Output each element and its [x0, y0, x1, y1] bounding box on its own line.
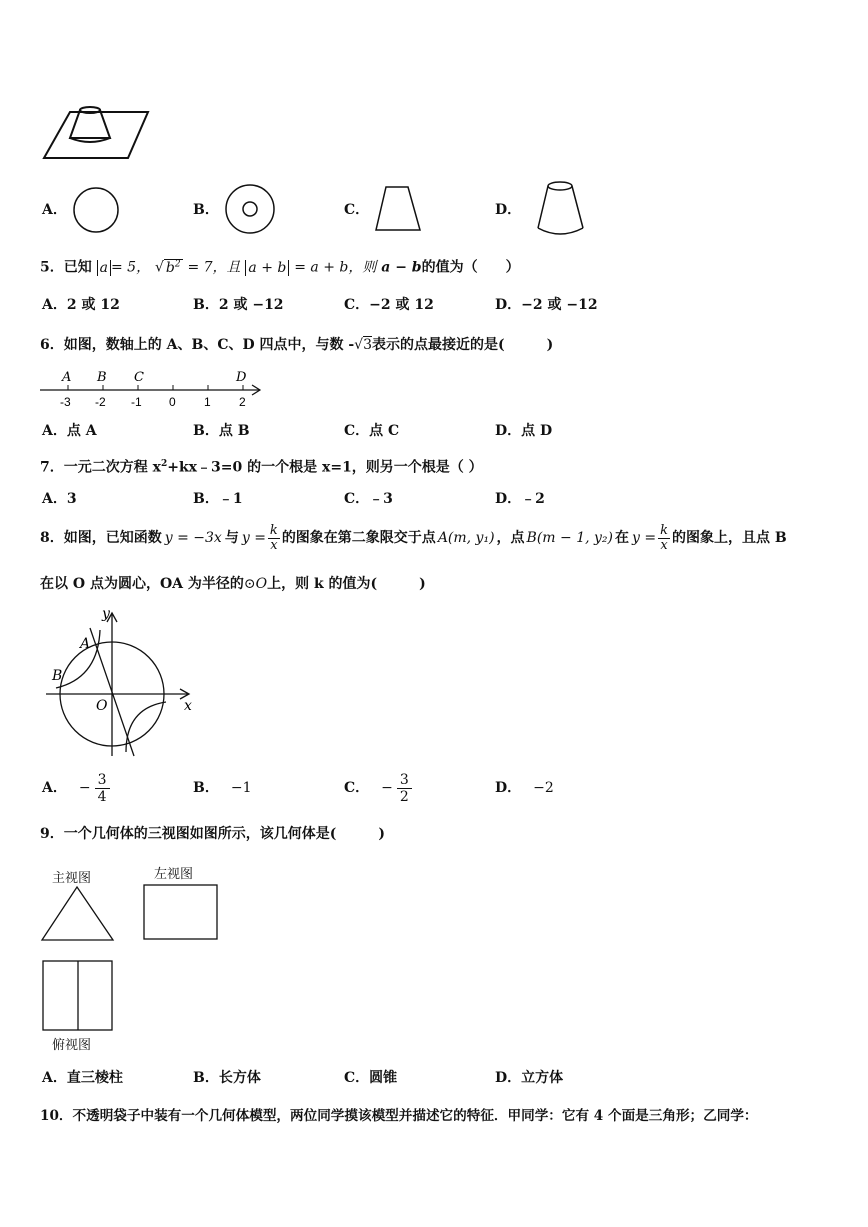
axis-letter-d: D — [236, 370, 247, 385]
q8-number: 8． — [40, 530, 64, 546]
q9-option-b: B．长方体 — [193, 1070, 261, 1086]
q8-s5: 在 — [615, 530, 629, 546]
fig-label-x: x — [184, 698, 192, 714]
q8-s1: 如图，已知函数 — [63, 530, 162, 546]
q8-s2: 与 — [224, 530, 239, 546]
q5-abs-a: a — [97, 260, 111, 276]
q9-front-view-triangle — [40, 884, 116, 944]
axis-tick-1: 1 — [204, 395, 211, 409]
q8-option-d: D． −2 — [495, 780, 554, 796]
q9-top-view-rectangle — [42, 959, 116, 1033]
axis-tick-neg1: -1 — [131, 395, 142, 409]
q4-option-c-trapezoid-figure — [372, 184, 428, 234]
q7-superscript: 2 — [160, 459, 168, 469]
question-6-stem — [40, 336, 553, 354]
q9-left-view-label: 左视图 — [154, 866, 194, 881]
q7-option-b: B．﹣1 — [193, 491, 243, 507]
question-8-stem-line1 — [40, 520, 787, 556]
q5-option-b: B．2 或 −12 — [193, 297, 284, 313]
frustum-on-plane-figure — [40, 92, 152, 164]
q6-option-a: A．点 A — [42, 423, 97, 439]
q9-left-view-rectangle — [143, 883, 221, 943]
q5-abs-ab: a + b — [245, 260, 289, 276]
q10-stem: 不透明袋子中装有一个几何体模型，两位同学摸该模型并描述它的特征．甲同学：它有 4 个面是三角形；乙同学： — [72, 1108, 758, 1124]
q6-stem-a: 如图，数轴上的 A、B、C、D 四点中，与数 - — [63, 337, 355, 353]
q8-function-3-fraction: $\frac{k}{x}$ — [660, 522, 668, 553]
axis-letter-a: A — [62, 370, 72, 385]
q8-circle-hyperbola-figure — [42, 608, 202, 760]
q6-sqrt: √3 — [354, 337, 373, 353]
q4-option-b-label: B． — [193, 202, 219, 218]
question-7-stem — [40, 455, 483, 477]
q5-option-c: C．−2 或 12 — [344, 297, 434, 313]
q5-stem-a: 已知 — [63, 259, 92, 276]
q8-s6: 的图象上，且点 B — [671, 530, 787, 546]
q4-option-b-annulus-figure — [224, 184, 280, 234]
question-8-stem-line2 — [40, 575, 426, 593]
q8-option-b: B． −1 — [193, 780, 252, 796]
fig-label-y: y — [102, 606, 110, 622]
q7-option-d: D．﹣2 — [495, 491, 545, 507]
q8-function-2-fraction: $\frac{k}{x}$ — [269, 522, 278, 553]
fig-label-a: A — [80, 636, 91, 652]
q8-circle-o: ⊙O — [243, 576, 268, 592]
axis-tick-neg3: -3 — [60, 395, 71, 409]
q6-number: 6． — [40, 337, 64, 353]
q10-number: 10． — [40, 1108, 73, 1124]
axis-letter-c: C — [134, 370, 144, 385]
q5-option-d: D．−2 或 −12 — [495, 297, 598, 313]
fig-label-b: B — [52, 668, 63, 684]
axis-tick-neg2: -2 — [95, 395, 106, 409]
q8-s3: 的图象在第二象限交于点 — [281, 530, 436, 546]
q8-line2-a: 在以 O 点为圆心，OA 为半径的 — [40, 576, 244, 592]
q4-option-a-label: A． — [42, 202, 67, 218]
q4-option-c-label: C． — [344, 202, 370, 218]
q8-point-b: B(m − 1, y₂) — [526, 530, 613, 546]
q7-number: 7． — [40, 459, 64, 476]
q8-function-1: y = −3x — [164, 530, 222, 546]
q9-option-d: D．立方体 — [495, 1070, 564, 1086]
q6-option-d: D．点 D — [495, 423, 553, 439]
q5-expr: a − b — [381, 259, 422, 276]
q9-number: 9． — [40, 826, 64, 842]
q6-option-c: C．点 C — [344, 423, 400, 439]
q5-number: 5． — [40, 259, 64, 276]
q5-stem-end: 的值为（ ） — [421, 259, 520, 276]
q8-s4: ，点 — [496, 530, 525, 546]
axis-tick-0: 0 — [169, 395, 176, 409]
q5-sqrt-b: √ $b^2$ — [154, 259, 181, 276]
q8-function-3-lhs: y = — [632, 530, 657, 546]
fig-label-o: O — [96, 698, 108, 714]
question-5-stem — [40, 255, 520, 277]
q5-option-a: A．2 或 12 — [42, 297, 120, 313]
q9-stem: 一个几何体的三视图如图所示，该几何体是( ) — [63, 826, 385, 842]
q7-stem-a: 一元二次方程 x — [63, 459, 161, 476]
q6-stem-b: 表示的点最接近的是( ) — [372, 337, 554, 353]
axis-letter-b: B — [97, 370, 107, 385]
q9-option-a: A．直三棱柱 — [42, 1070, 123, 1086]
question-10-stem — [40, 1107, 866, 1125]
q9-front-view-label: 主视图 — [52, 870, 92, 885]
q6-number-line — [38, 366, 268, 412]
q5-eq-b: = 7，且 — [187, 259, 241, 276]
q5-eq-a: = 5， — [110, 259, 151, 276]
q8-point-a: A(m, y₁) — [437, 530, 495, 546]
axis-tick-2: 2 — [239, 395, 246, 409]
q6-option-b: B．点 B — [193, 423, 250, 439]
q7-stem-b: +kx﹣3=0 的一个根是 x=1，则另一个根是（ ） — [167, 459, 483, 476]
question-9-stem — [40, 825, 385, 843]
q4-option-a-circle-figure — [72, 186, 122, 236]
q8-line2-b: 上，则 k 的值为( ) — [267, 576, 426, 592]
q9-option-c: C．圆锥 — [344, 1070, 398, 1086]
q5-eq-ab: = a + b，则 — [294, 259, 377, 276]
q4-option-d-truncated-cone-figure — [534, 180, 590, 238]
q8-option-a: A． − $\frac{3}{4}$ — [42, 768, 112, 808]
q9-top-view-label: 俯视图 — [52, 1037, 92, 1052]
q7-option-c: C．﹣3 — [344, 491, 393, 507]
q7-option-a: A．3 — [42, 491, 77, 507]
q8-function-2-lhs: y = — [241, 530, 266, 546]
q4-option-d-label: D． — [495, 202, 522, 218]
q8-option-c: C． − $\frac{3}{2}$ — [344, 768, 414, 808]
